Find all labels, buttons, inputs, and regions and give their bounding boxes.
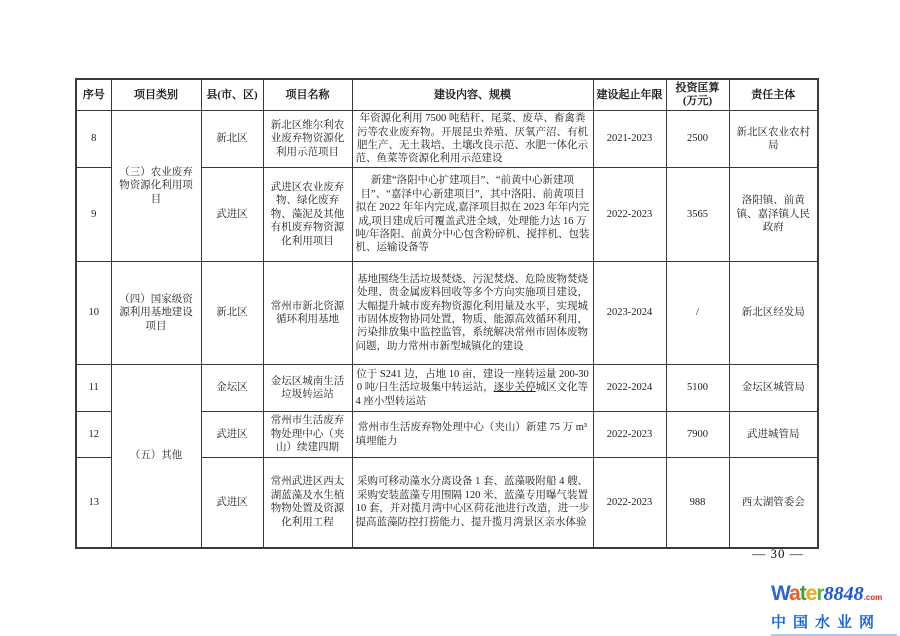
cell-content: 新建“洛阳中心扩建项目”、“前黄中心新建项目”、“嘉泽中心新建项目”，其中洛阳、前黄项目拟在 2022 年年内完成,嘉泽项目拟在 2023 年年内完成,项目建成后可覆盖武进全域，处理能力达 16 万吨/年洛阳、前黄分中心包含粉碎机、搅拌机、包装机、运输设备等 (352, 168, 593, 262)
cell-district: 新北区 (201, 111, 263, 168)
cell-responsible: 武进城管局 (729, 412, 818, 458)
logo-letter: a (789, 582, 800, 605)
logo-chinese-name: 中国水业网 (771, 611, 897, 636)
cell-years: 2022-2024 (593, 365, 666, 412)
logo-letter: r (816, 582, 824, 605)
cell-seq: 13 (76, 458, 111, 548)
cell-content: 采购可移动藻水分离设备 1 套、蓝藻吸附船 4 艘、采购安装蓝藻专用围隔 120 米、蓝藻专用曝气装置 10 套，并对揽月湾中心区荷花池进行改造，进一步提高蓝藻防控打捞能力、提升揽月湾景区亲水体验 (352, 458, 593, 548)
cell-district: 金坛区 (201, 365, 263, 412)
header-responsible: 责任主体 (729, 79, 818, 111)
logo-number-8848: 8848 (823, 583, 864, 605)
cell-seq: 10 (76, 262, 111, 365)
cell-years: 2022-2023 (593, 412, 666, 458)
logo-letter: e (805, 582, 817, 605)
logo-tld-com: .com (863, 593, 883, 602)
cell-responsible: 西太湖管委会 (729, 458, 818, 548)
content-text: 位于 S241 边，占地 10 亩，建设一座转运量 200-300 吨/日生活垃圾集中转运站， (356, 368, 589, 394)
cell-project-name: 金坛区城南生活垃圾转运站 (263, 365, 352, 412)
cell-responsible: 金坛区城管局 (729, 365, 818, 412)
cell-project-name: 常州市新北资源循环利用基地 (263, 262, 352, 365)
cell-project-name: 常州武进区西太湖蓝藻及水生植物物处置及资源化利用工程 (263, 458, 352, 548)
header-investment: 投资匡算 (万元) (666, 79, 729, 111)
cell-investment: 2500 (666, 111, 729, 168)
content-underlined-text: 逐步关停 (493, 382, 536, 394)
cell-responsible: 洛阳镇、前黄镇、嘉泽镇人民政府 (729, 168, 818, 262)
table-row-11 (76, 365, 818, 412)
cell-years: 2023-2024 (593, 262, 666, 365)
logo-letter: W (771, 582, 790, 605)
cell-seq: 9 (76, 168, 111, 262)
logo-letter: t (799, 582, 806, 605)
cell-years: 2022-2023 (593, 458, 666, 548)
header-project-name: 项目名称 (263, 79, 352, 111)
cell-years: 2021-2023 (593, 111, 666, 168)
cell-seq: 8 (76, 111, 111, 168)
water8848-logo (771, 583, 897, 636)
cell-years: 2022-2023 (593, 168, 666, 262)
table-header-row (76, 79, 818, 111)
cell-district: 武进区 (201, 458, 263, 548)
cell-seq: 11 (76, 365, 111, 412)
cell-category-3: （三）农业废弃物资源化利用项目 (111, 111, 201, 262)
cell-investment: / (666, 262, 729, 365)
cell-investment: 3565 (666, 168, 729, 262)
logo-wordmark (771, 583, 897, 609)
cell-responsible: 新北区经发局 (729, 262, 818, 365)
cell-content: 基地围绕生活垃圾焚烧、污泥焚烧、危险废物焚烧处理、贵金属废料回收等多个方向实施项目建设，大幅提升城市废弃物资源化利用量及水平，实现城市固体废物协同处置，物质、能源高效循环利用，污染排放集中监控监管，系统解决常州市固体废物问题，助力常州市新型城镇化的建设 (352, 262, 593, 365)
cell-content: 年资源化利用 7500 吨秸秆、尾菜、废草、畜禽粪污等农业废弃物。开展昆虫养殖、厌氧产沼、有机肥生产、无土栽培、土壤改良示范、水肥一体化示范、鱼菜等资源化利用示范建设 (352, 111, 593, 168)
cell-district: 武进区 (201, 168, 263, 262)
header-years: 建设起止年限 (593, 79, 666, 111)
cell-project-name: 武进区农业废弃物、绿化废弃物、藻泥及其他有机废弃物资源化利用项目 (263, 168, 352, 262)
cell-district: 新北区 (201, 262, 263, 365)
cell-project-name: 新北区维尔利农业废弃物资源化利用示范项目 (263, 111, 352, 168)
logo-word-water (771, 582, 824, 605)
cell-investment: 988 (666, 458, 729, 548)
cell-category-5: （五）其他 (111, 365, 201, 548)
header-district: 县(市、区) (201, 79, 263, 111)
cell-category-4: （四）国家级资源利用基地建设项目 (111, 262, 201, 365)
header-category: 项目类别 (111, 79, 201, 111)
page-number: — 30 — (752, 546, 804, 561)
header-seq: 序号 (76, 79, 111, 111)
project-table (75, 78, 819, 549)
cell-seq: 12 (76, 412, 111, 458)
cell-investment: 7900 (666, 412, 729, 458)
cell-content (352, 365, 593, 412)
content-text: 城区文化等 4 座小型转运站 (355, 382, 589, 407)
cell-responsible: 新北区农业农村局 (729, 111, 818, 168)
cell-project-name: 常州市生活废弃物处理中心（夹山）续建四期 (263, 412, 352, 458)
table-row-10 (76, 262, 818, 365)
cell-investment: 5100 (666, 365, 729, 412)
cell-content: 常州市生活废弃物处理中心（夹山）新建 75 万 m³ 填埋能力 (352, 412, 593, 458)
header-content: 建设内容、规模 (352, 79, 593, 111)
cell-district: 武进区 (201, 412, 263, 458)
table-row-8 (76, 111, 818, 168)
